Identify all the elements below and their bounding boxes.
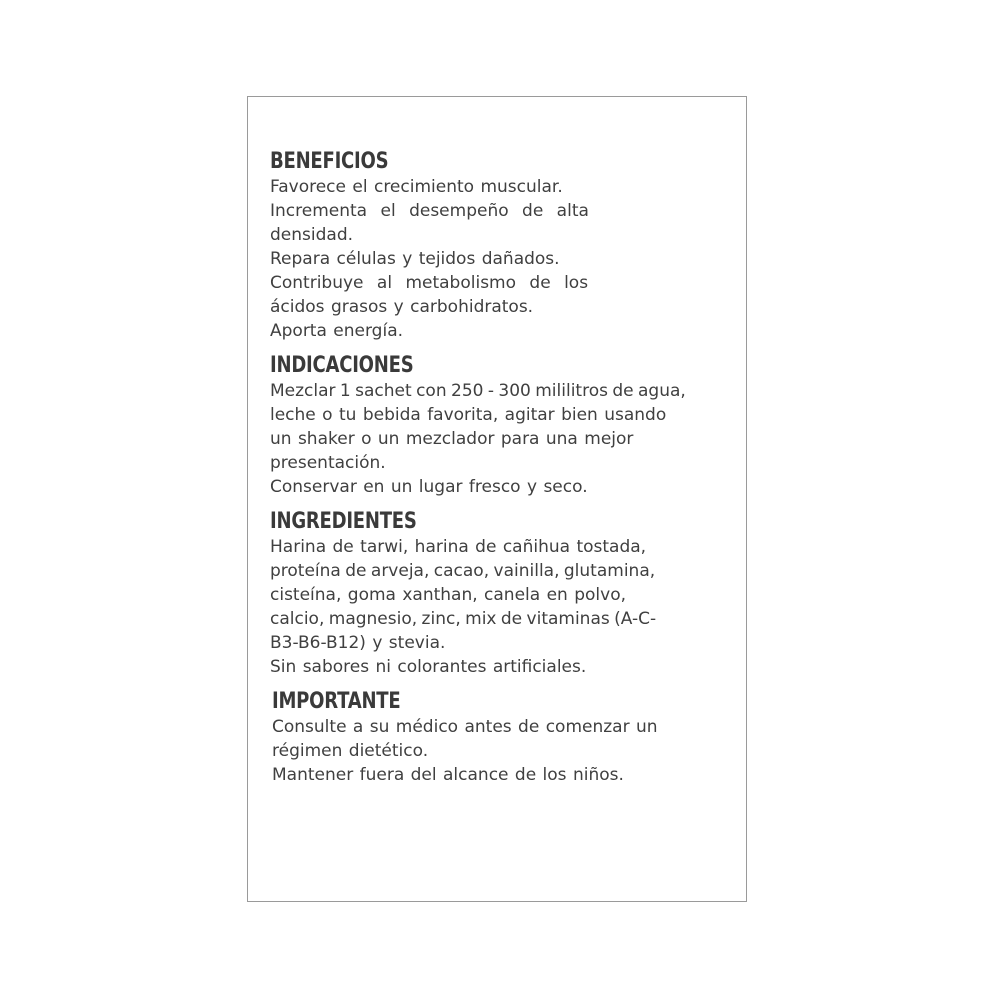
section-line: Favorece el crecimiento muscular. [270,177,563,197]
section-line: Repara células y tejidos dañados. [270,249,560,269]
section-line: Consulte a su médico antes de comenzar un [272,717,658,737]
section-line: calcio, magnesio, zinc, mix de vitaminas (A-C- [270,609,657,629]
section-title: INGREDIENTES [270,509,417,534]
section-ingredientes [270,509,732,679]
section-line: Sin sabores ni colorantes artificiales. [270,657,587,677]
section-title: INDICACIONES [270,353,414,378]
section-beneficios [270,149,732,343]
section-line: Harina de tarwi, harina de cañihua tostada, [270,537,647,557]
section-line: leche o tu bebida favorita, agitar bien usando [270,405,667,425]
section-line: un shaker o un mezclador para una mejor [270,429,634,449]
section-line: B3-B6-B12) y stevia. [270,633,446,653]
section-line: proteína de arveja, cacao, vainilla, glutamina, [270,561,656,581]
section-title: IMPORTANTE [272,689,401,714]
section-importante [272,689,732,787]
section-line: Incrementa el desempeño de alta [270,201,589,221]
section-line: Mezclar 1 sachet con 250 - 300 mililitros de agua, [270,381,686,401]
section-line: Contribuye al metabolismo de los [270,273,589,293]
section-line: Conservar en un lugar fresco y seco. [270,477,588,497]
section-line: régimen dietético. [272,741,429,761]
section-indicaciones [270,353,732,499]
section-line: presentación. [270,453,386,473]
label-content [270,149,732,797]
section-line: Mantener fuera del alcance de los niños. [272,765,624,785]
section-line: cisteína, goma xanthan, canela en polvo, [270,585,626,605]
section-title: BENEFICIOS [270,149,389,174]
section-line: Aporta energía. [270,321,404,341]
label-card [247,96,747,902]
section-line: densidad. [270,225,354,245]
section-line: ácidos grasos y carbohidratos. [270,297,534,317]
